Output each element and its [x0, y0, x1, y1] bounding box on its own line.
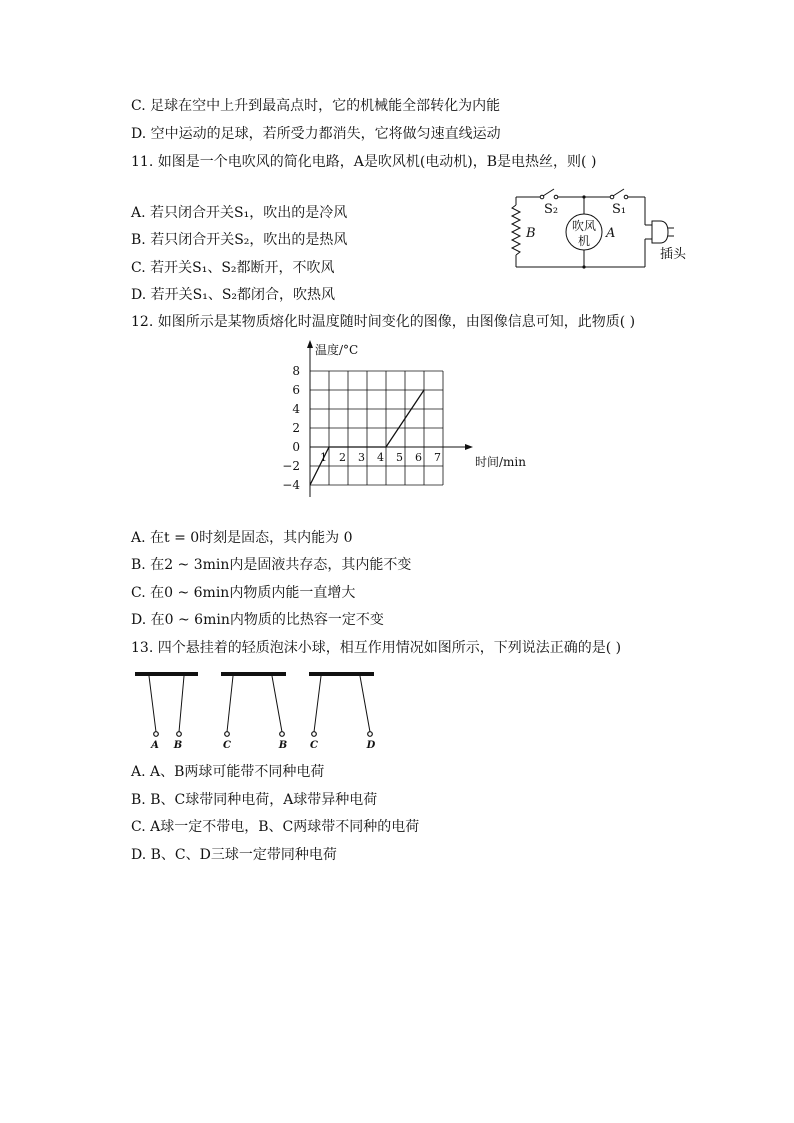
x-tick-label: 3 — [358, 451, 365, 464]
plug-icon — [652, 221, 668, 243]
label-s2: S₂ — [544, 202, 559, 217]
label-b: B — [526, 226, 536, 241]
melting-temperature-chart — [276, 336, 526, 505]
x-tick-label: 6 — [415, 451, 422, 464]
x-tick-label: 4 — [377, 451, 384, 464]
x-tick-label: 7 — [434, 451, 441, 464]
q12-stem: 12. 如图所示是某物质熔化时温度随时间变化的图像，由图像信息可知，此物质( ) — [131, 314, 636, 330]
ball-label-b: B — [173, 740, 183, 751]
hanging-balls-figure — [132, 666, 382, 760]
x-tick-label: 1 — [320, 451, 327, 464]
y-axis-arrow — [307, 340, 313, 348]
label-fan-2: 机 — [577, 234, 591, 248]
y-tick-label: 4 — [292, 402, 300, 416]
x-axis-label: 时间/min — [475, 455, 526, 469]
q11-option-c: C. 若开关S₁、S₂都断开，不吹风 — [131, 260, 335, 276]
label-fan-1: 吹风 — [571, 219, 597, 233]
ball-label-c: C — [223, 740, 231, 751]
ball-b — [177, 732, 182, 737]
q11-option-b: B. 若只闭合开关S₂，吹出的是热风 — [131, 232, 348, 248]
ball-label-a: A — [151, 740, 159, 751]
q12-option-d: D. 在0 ~ 6min内物质的比热容一定不变 — [131, 612, 384, 628]
q13-stem: 13. 四个悬挂着的轻质泡沫小球，相互作用情况如图所示，下列说法正确的是( ) — [131, 640, 622, 656]
q10-option-d: D. 空中运动的足球，若所受力都消失，它将做匀速直线运动 — [131, 126, 501, 142]
ball-label-b-2: B — [278, 740, 288, 751]
ball-c-2 — [312, 732, 317, 737]
q11-stem: 11. 如图是一个电吹风的简化电路，A是吹风机(电动机)，B是电热丝，则( ) — [131, 154, 597, 170]
q10-option-c: C. 足球在空中上升到最高点时，它的机械能全部转化为内能 — [131, 98, 501, 114]
label-s1: S₁ — [612, 202, 627, 217]
q13-option-d: D. B、C、D三球一定带同种电荷 — [131, 847, 337, 863]
heating-wire-b — [512, 205, 520, 255]
ball-label-c-2: C — [310, 740, 318, 751]
ball-c — [225, 732, 230, 737]
q12-option-c: C. 在0 ~ 6min内物质内能一直增大 — [131, 585, 356, 601]
q11-option-a: A. 若只闭合开关S₁，吹出的是冷风 — [131, 205, 348, 221]
y-tick-label: −2 — [282, 459, 300, 473]
y-tick-label: 2 — [292, 421, 300, 435]
y-tick-label: 6 — [292, 383, 300, 397]
label-plug: 插头 — [660, 247, 687, 262]
ball-label-d: D — [366, 740, 376, 751]
y-tick-label: 8 — [292, 364, 300, 378]
q11-option-d: D. 若开关S₁、S₂都闭合，吹热风 — [131, 287, 336, 303]
hair-dryer-circuit-diagram — [500, 185, 700, 279]
q13-option-a: A. A、B两球可能带不同种电荷 — [131, 764, 325, 780]
y-tick-label: −4 — [282, 478, 300, 492]
ball-b-2 — [280, 732, 285, 737]
x-tick-label: 5 — [396, 451, 403, 464]
q12-option-a: A. 在t = 0时刻是固态，其内能为 0 — [131, 530, 353, 546]
y-axis-label: 温度/°C — [315, 343, 359, 357]
y-tick-label: 0 — [292, 440, 300, 454]
x-axis-arrow — [465, 444, 473, 450]
switch-s2 — [543, 189, 554, 196]
switch-s1 — [613, 189, 624, 196]
label-a: A — [606, 226, 616, 241]
q13-option-c: C. A球一定不带电，B、C两球带不同种的电荷 — [131, 819, 420, 835]
ball-d — [368, 732, 373, 737]
ball-a — [154, 732, 159, 737]
q13-option-b: B. B、C球带同种电荷，A球带异种电荷 — [131, 792, 378, 808]
x-tick-label: 2 — [339, 451, 346, 464]
q12-option-b: B. 在2 ~ 3min内是固液共存态，其内能不变 — [131, 557, 412, 573]
